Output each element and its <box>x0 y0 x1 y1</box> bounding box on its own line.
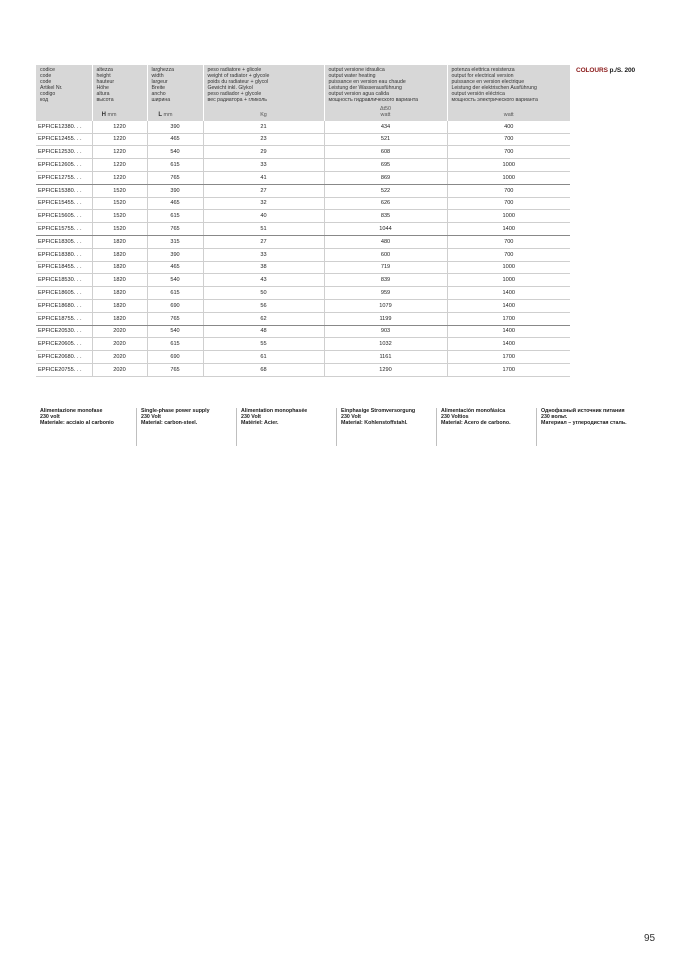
header-label-line: Leistung der elektrischen Ausführung <box>451 85 537 92</box>
product-code-cell: EPFICE18605. . . <box>36 287 92 300</box>
value-cell: 695 <box>324 159 447 172</box>
product-code-cell: EPFICE12530. . . <box>36 146 92 159</box>
note-line: 230 Voltios <box>441 414 469 421</box>
column-unit <box>447 104 570 121</box>
product-code-cell: EPFICE18530. . . <box>36 274 92 287</box>
value-cell: 1032 <box>324 338 447 351</box>
value-cell: 48 <box>203 325 324 338</box>
value-cell: 38 <box>203 261 324 274</box>
header-label-line: output versión eléctrica <box>451 91 505 98</box>
header-label-line: puissance en version eau chaude <box>328 79 406 86</box>
value-cell: 1044 <box>324 223 447 236</box>
note-line: Материал – углеродистая сталь. <box>541 420 627 427</box>
column-header <box>324 65 447 104</box>
table-row <box>36 312 570 325</box>
header-label-line: puissance en version electrique <box>451 79 525 86</box>
note-line: Material: Kohlenstoffstahl. <box>341 420 408 427</box>
value-cell: 700 <box>447 133 570 146</box>
power-supply-note <box>36 408 134 446</box>
value-cell: 315 <box>147 235 203 248</box>
value-cell: 869 <box>324 171 447 184</box>
value-cell: 61 <box>203 351 324 364</box>
value-cell: 1820 <box>92 312 147 325</box>
value-cell: 390 <box>147 184 203 197</box>
unit-label: mm <box>162 111 173 118</box>
value-cell: 615 <box>147 210 203 223</box>
value-cell: 700 <box>447 146 570 159</box>
value-cell: 32 <box>203 197 324 210</box>
value-cell: 1700 <box>447 363 570 376</box>
colours-reference[interactable] <box>576 67 635 74</box>
value-cell: 615 <box>147 287 203 300</box>
value-cell: 615 <box>147 159 203 172</box>
value-cell: 1400 <box>447 325 570 338</box>
product-code-cell: EPFICE20755. . . <box>36 363 92 376</box>
value-cell: 615 <box>147 338 203 351</box>
value-cell: 480 <box>324 235 447 248</box>
table-row <box>36 121 570 133</box>
header-label-line: ancho <box>151 91 166 98</box>
column-header <box>147 65 203 104</box>
value-cell: 719 <box>324 261 447 274</box>
value-cell: 390 <box>147 248 203 261</box>
header-label-line: код <box>40 97 49 104</box>
header-label-line: codigo <box>40 91 56 98</box>
value-cell: 700 <box>447 197 570 210</box>
table-row <box>36 133 570 146</box>
product-code-cell: EPFICE12605. . . <box>36 159 92 172</box>
column-unit <box>36 104 92 121</box>
value-cell: 400 <box>447 121 570 133</box>
header-label-line: output version agua calida <box>328 91 390 98</box>
header-label-line: height <box>96 73 111 80</box>
value-cell: 21 <box>203 121 324 133</box>
table-row <box>36 351 570 364</box>
header-label-line: Artikel Nr. <box>40 85 63 92</box>
header-label-line: Höhe <box>96 85 109 92</box>
value-cell: 390 <box>147 121 203 133</box>
table-row <box>36 248 570 261</box>
value-cell: 2020 <box>92 338 147 351</box>
note-line: 230 volt <box>40 414 60 421</box>
header-label-line: potenza elettrica resistenza <box>451 67 515 73</box>
unit-symbol: H <box>101 111 107 118</box>
note-line: Alimentación monofásica <box>441 408 506 414</box>
value-cell: 1000 <box>447 159 570 172</box>
value-cell: 27 <box>203 184 324 197</box>
note-line: Material: carbon-steel. <box>141 420 198 427</box>
value-cell: 1400 <box>447 299 570 312</box>
power-supply-note <box>336 408 435 446</box>
value-cell: 2020 <box>92 351 147 364</box>
table-row <box>36 171 570 184</box>
power-supply-note <box>136 408 235 446</box>
value-cell: 1000 <box>447 261 570 274</box>
product-code-cell: EPFICE18455. . . <box>36 261 92 274</box>
header-label-line: code <box>40 73 52 80</box>
table-row <box>36 197 570 210</box>
header-label-line: peso radiador + glycole <box>207 91 262 98</box>
header-label-line: larghezza <box>151 67 174 73</box>
value-cell: 2020 <box>92 363 147 376</box>
colours-label: COLOURS <box>576 67 608 74</box>
power-supply-note <box>536 408 635 446</box>
value-cell: 765 <box>147 171 203 184</box>
table-row <box>36 287 570 300</box>
note-line: Matériel: Acier. <box>241 420 279 427</box>
note-line: 230 Volt <box>241 414 261 421</box>
table-row <box>36 338 570 351</box>
value-cell: 55 <box>203 338 324 351</box>
header-label-line: мощность гидравлического варианта <box>328 97 419 104</box>
value-cell: 1290 <box>324 363 447 376</box>
value-cell: 41 <box>203 171 324 184</box>
value-cell: 1000 <box>447 210 570 223</box>
value-cell: 700 <box>447 184 570 197</box>
units-row <box>36 104 570 121</box>
value-cell: 1400 <box>447 338 570 351</box>
value-cell: 40 <box>203 210 324 223</box>
value-cell: 765 <box>147 223 203 236</box>
note-line: 230 Volt <box>341 414 361 421</box>
product-code-cell: EPFICE15455. . . <box>36 197 92 210</box>
value-cell: 1220 <box>92 171 147 184</box>
value-cell: 1820 <box>92 287 147 300</box>
value-cell: 1220 <box>92 159 147 172</box>
note-line: Single-phase power supply <box>141 408 210 414</box>
header-label-line: hauteur <box>96 79 115 86</box>
value-cell: 626 <box>324 197 447 210</box>
header-label-line: мощность электрического варианта <box>451 97 538 104</box>
value-cell: 1520 <box>92 210 147 223</box>
value-cell: 690 <box>147 351 203 364</box>
value-cell: 700 <box>447 248 570 261</box>
product-code-cell: EPFICE18680. . . <box>36 299 92 312</box>
value-cell: 690 <box>147 299 203 312</box>
unit-label: mm <box>106 111 117 118</box>
note-line: Materiale: acciaio al carbonio <box>40 420 114 427</box>
table-row <box>36 146 570 159</box>
note-line: 230 Volt <box>141 414 161 421</box>
header-label-line: peso radiatore + glicole <box>207 67 262 73</box>
unit-label: Kg <box>260 111 267 118</box>
product-code-cell: EPFICE18305. . . <box>36 235 92 248</box>
product-code-cell: EPFICE12455. . . <box>36 133 92 146</box>
product-code-cell: EPFICE12380. . . <box>36 121 92 133</box>
table-row <box>36 184 570 197</box>
delta-t-label: Δt50 <box>379 105 392 112</box>
header-label-line: altezza <box>96 67 113 73</box>
value-cell: 540 <box>147 146 203 159</box>
table-row <box>36 159 570 172</box>
value-cell: 1520 <box>92 184 147 197</box>
value-cell: 1820 <box>92 299 147 312</box>
header-row <box>36 65 570 104</box>
note-line: 230 вольт. <box>541 414 568 421</box>
note-line: Material: Acero de carbono. <box>441 420 511 427</box>
colours-page-ref: p./S. 200 <box>609 67 636 74</box>
value-cell: 1820 <box>92 274 147 287</box>
table-body <box>36 121 570 376</box>
note-line: Однофазный источник питания <box>541 408 625 414</box>
value-cell: 600 <box>324 248 447 261</box>
value-cell: 50 <box>203 287 324 300</box>
table-row <box>36 299 570 312</box>
value-cell: 43 <box>203 274 324 287</box>
table-row <box>36 325 570 338</box>
table-row <box>36 274 570 287</box>
product-code-cell: EPFICE18380. . . <box>36 248 92 261</box>
note-line: Einphasige Stromversorgung <box>341 408 416 414</box>
value-cell: 33 <box>203 159 324 172</box>
table-row <box>36 235 570 248</box>
value-cell: 959 <box>324 287 447 300</box>
value-cell: 522 <box>324 184 447 197</box>
column-header <box>447 65 570 104</box>
column-unit <box>324 104 447 121</box>
value-cell: 1820 <box>92 261 147 274</box>
header-label-line: output for electrical version <box>451 73 514 80</box>
value-cell: 1220 <box>92 146 147 159</box>
value-cell: 465 <box>147 197 203 210</box>
table-row <box>36 261 570 274</box>
value-cell: 1199 <box>324 312 447 325</box>
value-cell: 1400 <box>447 287 570 300</box>
value-cell: 700 <box>447 235 570 248</box>
value-cell: 1820 <box>92 235 147 248</box>
value-cell: 33 <box>203 248 324 261</box>
value-cell: 1400 <box>447 223 570 236</box>
value-cell: 835 <box>324 210 447 223</box>
value-cell: 765 <box>147 312 203 325</box>
note-line: Alimentazione monofase <box>40 408 103 414</box>
header-label-line: output versione idraulica <box>328 67 385 73</box>
header-label-line: weight of radiator + glycole <box>207 73 270 80</box>
value-cell: 1520 <box>92 197 147 210</box>
value-cell: 434 <box>324 121 447 133</box>
value-cell: 839 <box>324 274 447 287</box>
value-cell: 465 <box>147 133 203 146</box>
column-unit <box>92 104 147 121</box>
value-cell: 540 <box>147 274 203 287</box>
header-label-line: width <box>151 73 164 80</box>
header-label-line: ширина <box>151 97 171 104</box>
header-label-line: высота <box>96 97 114 104</box>
value-cell: 1000 <box>447 171 570 184</box>
value-cell: 608 <box>324 146 447 159</box>
table-row <box>36 363 570 376</box>
product-code-cell: EPFICE20680. . . <box>36 351 92 364</box>
power-supply-notes <box>36 408 636 446</box>
product-code-cell: EPFICE15380. . . <box>36 184 92 197</box>
column-header <box>203 65 324 104</box>
product-code-cell: EPFICE15755. . . <box>36 223 92 236</box>
value-cell: 68 <box>203 363 324 376</box>
header-label-line: largeur <box>151 79 168 86</box>
table-row <box>36 223 570 236</box>
value-cell: 1220 <box>92 121 147 133</box>
product-code-cell: EPFICE12755. . . <box>36 171 92 184</box>
product-code-cell: EPFICE20605. . . <box>36 338 92 351</box>
note-line: Alimentation monophasée <box>241 408 308 414</box>
product-code-cell: EPFICE20530. . . <box>36 325 92 338</box>
column-header <box>36 65 92 104</box>
header-label-line: altura <box>96 91 110 98</box>
value-cell: 62 <box>203 312 324 325</box>
power-supply-note <box>436 408 535 446</box>
value-cell: 1220 <box>92 133 147 146</box>
power-supply-note <box>236 408 335 446</box>
product-spec-table <box>36 65 570 377</box>
value-cell: 56 <box>203 299 324 312</box>
header-label-line: output water heating <box>328 73 376 80</box>
value-cell: 2020 <box>92 325 147 338</box>
value-cell: 765 <box>147 363 203 376</box>
value-cell: 1820 <box>92 248 147 261</box>
header-label-line: вес радиатора + гликоль <box>207 97 267 104</box>
unit-label: watt <box>380 111 391 118</box>
value-cell: 51 <box>203 223 324 236</box>
value-cell: 540 <box>147 325 203 338</box>
header-label-line: Breite <box>151 85 166 92</box>
product-code-cell: EPFICE15605. . . <box>36 210 92 223</box>
value-cell: 23 <box>203 133 324 146</box>
header-label-line: Gewicht inkl. Glykol <box>207 85 253 92</box>
value-cell: 521 <box>324 133 447 146</box>
column-unit <box>147 104 203 121</box>
value-cell: 465 <box>147 261 203 274</box>
header-label-line: Leistung der Wasserausführung <box>328 85 402 92</box>
value-cell: 27 <box>203 235 324 248</box>
product-code-cell: EPFICE18755. . . <box>36 312 92 325</box>
unit-symbol: L <box>158 111 163 118</box>
value-cell: 903 <box>324 325 447 338</box>
header-label-line: poids du radiateur + glycol <box>207 79 269 86</box>
unit-label: watt <box>503 111 514 118</box>
column-header <box>92 65 147 104</box>
value-cell: 1000 <box>447 274 570 287</box>
table-row <box>36 210 570 223</box>
value-cell: 1161 <box>324 351 447 364</box>
header-label-line: codice <box>40 67 55 73</box>
value-cell: 1700 <box>447 351 570 364</box>
value-cell: 1520 <box>92 223 147 236</box>
value-cell: 29 <box>203 146 324 159</box>
page-number: 95 <box>644 933 656 944</box>
column-unit <box>203 104 324 121</box>
value-cell: 1079 <box>324 299 447 312</box>
header-label-line: code <box>40 79 52 86</box>
value-cell: 1700 <box>447 312 570 325</box>
